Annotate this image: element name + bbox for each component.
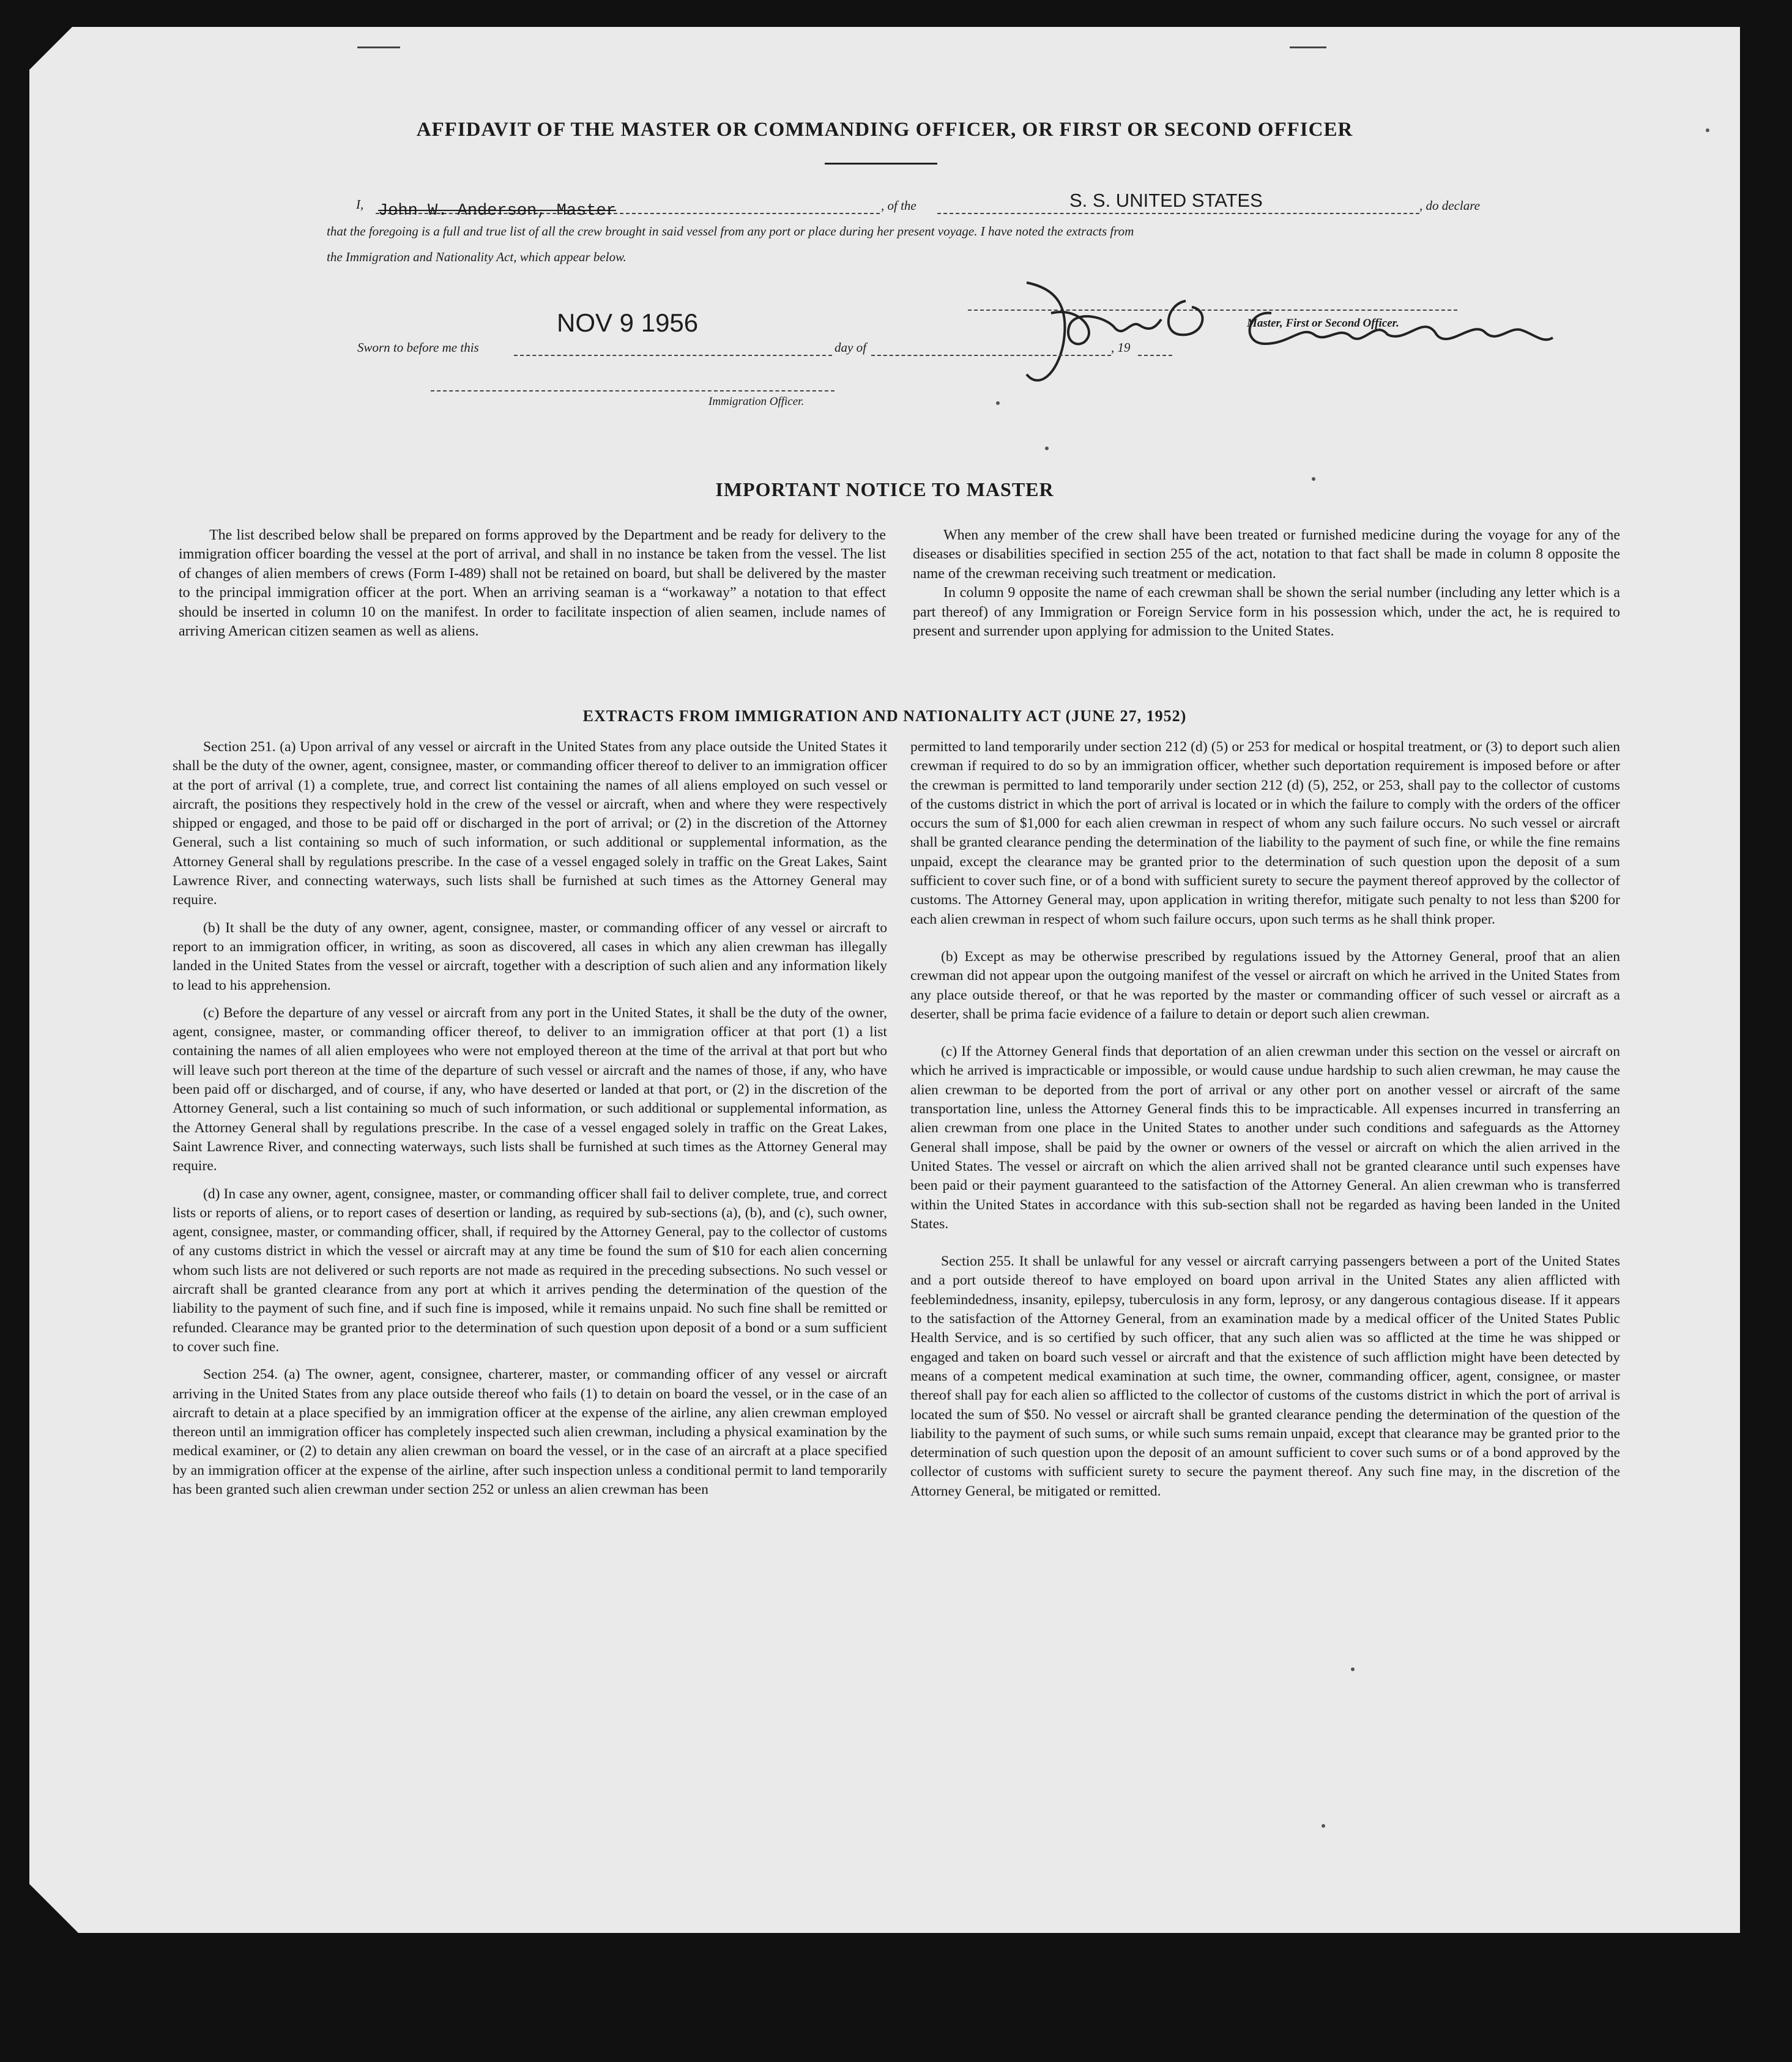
section-251c: (c) Before the departure of any vessel or aircraft from any port in the United States, it shall be the duty of the owner, agent, consignee, master, or commanding officer thereof, to deliver to an immigration officer at that port (1) a list containing the names of all alien employees who were not employed thereon at the time of the arrival at that port but who will leave such port thereon at the time of the departure of such vessel or aircraft and the names of those, if any, who have been paid off or discharged, and of course, if any, who have deserted or landed at that port, or (2) in the discretion of the Attorney General, such a list containing so much of such information, or such additional or supplemental information, as the Attorney General shall by regulations prescribe. In the case of a vessel engaged solely in traffic on the Great Lakes, Saint Lawrence River, and connecting waterways, such lists shall be furnished at such times as the Attorney General may require. [173,1004,887,1174]
extracts-title: EXTRACTS FROM IMMIGRATION AND NATIONALITY ACT (JUNE 27, 1952) [582,707,1187,725]
notice-left-paragraph: The list described below shall be prepared on forms approved by the Department and be ready for delivery to the immigration officer boarding the vessel at the port of arrival, and shall in no instance be taken from the vessel. The list of changes of alien members of crews (Form I-489) shall not be retained on board, but shall be delivered by the master to the principal immigration officer at the port. When an arriving seaman is a “workaway” a notation to that effect should be inserted in column 10 on the manifest. In order to facilitate inspection of alien seamen, include names of arriving American citizen seamen as well as aliens. [179,527,886,640]
notice-right-paragraph-1: When any member of the crew shall have been treated or furnished medicine during the voyage for any of the diseases or disabilities specified in section 255 of the act, notation to that fact shall be made in column 8 opposite the name of the crewman receiving such treatment or medication. [913,527,1620,582]
day-of-label: day of [835,340,866,355]
scan-speck [1351,1667,1355,1671]
extracts-right-column [910,738,1620,1510]
declaration-line-2: the Immigration and Nationality Act, which appear below. [327,250,626,264]
section-251a: Section 251. (a) Upon arrival of any vessel or aircraft in the United States from any place outside the United States it shall be the duty of the owner, agent, consignee, master, or commanding officer thereof to deliver to an immigration officer at the port of arrival (1) a complete, true, and correct list containing the names of all aliens employed on such vessel or aircraft, the positions they respectively hold in the crew of the vessel or aircraft, when and where they were respectively shipped or engaged, and those to be paid off or discharged in the port of arrival; or (2) in the discretion of the Attorney General, such a list containing so much of such information, or such additional or supplemental information, as the Attorney General shall by regulations prescribe. In the case of a vessel engaged solely in traffic on the Great Lakes, Saint Lawrence River, and connecting waterways, such lists shall be furnished at such times as the Attorney General may require. [173,739,887,908]
vessel-name-line [937,213,1419,214]
i-label: I, [356,197,364,212]
scan-speck [1312,477,1315,481]
sworn-label: Sworn to before me this [357,340,479,355]
sworn-day-line [514,355,832,356]
year-prefix: , 19 [1111,340,1131,355]
section-251b: (b) It shall be the duty of any owner, agent, consignee, master, or commanding officer of any vessel or aircraft to report to an immigration officer, in writing, as soon as discovered, all cases in which any alien crewman has illegally landed in the United States from the vessel or aircraft, together with a description of such alien and any information likely to lead to his apprehension. [173,919,887,993]
scan-speck [1706,128,1709,132]
signer-caption: Master, First or Second Officer. [1247,317,1399,330]
scan-mark [357,46,400,48]
section-255: Section 255. It shall be unlawful for any vessel or aircraft carrying passengers between a port of the United States and a port outside thereof to have employed on board upon arrival in the United States any alien afflicted with feeblemindedness, insanity, epilepsy, tuberculosis in any form, leprosy, or any dangerous contagious disease. If it appears to the satisfaction of the Attorney General, from an examination made by a medical officer of the United States Public Health Service, and is so certified by such officer, that any such alien was so afflicted at the time he was shipped or engaged and taken on board such vessel or aircraft and that the existence of such affliction might have been detected by means of a competent medical examination at such time, the owner, commanding officer, agent, consignee, or master thereof shall pay for each alien so afflicted to the collector of customs of the customs district in which the port of arrival is located the sum of $50. No vessel or aircraft shall be granted clearance pending the determination of the question of the liability to the payment of such sums, or while such sums remain unpaid, except that clearance may be granted prior to the determination of such question upon the deposit of an amount sufficient to cover such sums or of a bond approved by the collector of customs with sufficient surety to secure the payment thereof. Any such fine may, in the discretion of the Attorney General, be mitigated or remitted. [910,1253,1620,1499]
officer-signature-line [431,390,835,391]
of-the-label: , of the [881,198,916,213]
officer-caption: Immigration Officer. [708,395,805,408]
vessel-name-value: S. S. UNITED STATES [1069,190,1263,211]
declaration-line-1: that the foregoing is a full and true list of all the crew brought in said vessel from any port or place during her present voyage. I have noted the extracts from [327,224,1134,239]
date-stamp: NOV 9 1956 [557,308,699,337]
section-254a: Section 254. (a) The owner, agent, consignee, charterer, master, or commanding officer of any vessel or aircraft arriving in the United States from any place outside thereof who fails (1) to detain on board the vessel, or in the case of an aircraft to detain at a place specified by an immigration officer at the expense of the airline, any alien crewman employed thereon until an immigration officer has completely inspected such alien crewman, including a physical examination by the medical examiner, or (2) to detain any alien crewman on board the vessel, or in the case of an aircraft at a place specified by an immigration officer at the expense of the airline, after such inspection unless a conditional permit to land temporarily has been granted such alien crewman under section 252 or unless an alien crewman has been [173,1367,887,1497]
folded-corner [29,27,72,70]
scan-speck [996,401,1000,405]
extracts-left-column [173,738,887,1508]
scan-speck [1045,447,1049,450]
notice-right-paragraph-2: In column 9 opposite the name of each crewman shall be shown the serial number (including any letter which is a part thereof) of any Immigration or Foreign Service form in his possession which, under the act, he is required to present and surrender upon applying for admission to the United States. [913,585,1620,640]
section-254a-continued: permitted to land temporarily under section 212 (d) (5) or 253 for medical or hospital treatment, or (3) to deport such alien crewman if required to do so by an immigration officer, whether such deportation requirement is imposed before or after the crewman is permitted to land temporarily under section 212 (d) (5), 252, or 253, shall pay to the collector of customs of the customs district in which the port of arrival is located or in which the failure to comply with the orders of the officer occurs the sum of $1,000 for each alien crewman in respect of whom any such failure occurs. No such vessel or aircraft shall be granted clearance pending the determination of the liability to the payment of such fine, or while the fine remains unpaid, except the clearance may be granted prior to the determination of such question upon the deposit of a sum sufficient to cover such fine, or of a bond with sufficient surety to secure the payment thereof approved by the collector of customs. The Attorney General may, upon application in writing therefor, mitigate such penalty to not less than $200 for each alien crewman in respect of whom such failure occurs, upon such terms as he shall think proper. [910,739,1620,927]
scan-mark [1290,46,1326,48]
document-page [29,27,1740,1933]
section-254c: (c) If the Attorney General finds that deportation of an alien crewman under this section on the vessel or aircraft on which he arrived is impracticable or impossible, or would cause undue hardship to such alien crewman, he may cause the alien crewman to be deported from the port of arrival or any other port on another vessel or aircraft of the same transportation line, unless the Attorney General finds this to be impracticable. All expenses incurred in transferring an alien crewman from one place in the United States to another under such conditions and safeguards as the Attorney General shall impose, shall be paid by the owner or owners of the vessel or aircraft on which the alien arrived in the United States. The vessel or aircraft on which the alien arrived shall not be granted clearance until such expenses have been paid or their payment guaranteed to the satisfaction of the Attorney General. An alien crewman who is transferred within the United States in accordance with this sub-section shall not be regarded as having been landed in the United States. [910,1044,1620,1232]
affidavit-title: AFFIDAVIT OF THE MASTER OR COMMANDING OFFICER, OR FIRST OR SECOND OFFICER [416,119,1353,141]
notice-right-column [913,526,1620,641]
notice-title: IMPORTANT NOTICE TO MASTER [715,478,1054,500]
title-rule [825,163,937,165]
sworn-month-line [871,355,1111,356]
year-line [1138,355,1172,356]
section-254b: (b) Except as may be otherwise prescribed by regulations issued by the Attorney General, proof that an alien crewman did not appear upon the outgoing manifest of the vessel or aircraft on which he arrived in the United States from any place outside thereof, or that he was reported by the master or commanding officer of such vessel or aircraft as a deserter, shall be prima facie evidence of a failure to detain or deport such alien crewman. [910,948,1620,1022]
notice-left-column [179,526,886,641]
section-251d: (d) In case any owner, agent, consignee, master, or commanding officer shall fail to deliver complete, true, and correct lists or reports of aliens, or to report cases of desertion or landing, as required by sub-sections (a), (b), and (c), such owner, agent, consignee, master, or commanding officer, shall, if required by the Attorney General, pay to the collector of customs of any customs district in which the vessel or aircraft may at any time be found the sum of $10 for each alien concerning whom such lists are not delivered or such reports are not made as required in the preceding subsections. No such vessel or aircraft shall be granted clearance from any port at which it arrives pending the determination of the question of the liability to the payment of such fine, and if such fine is imposed, while it remains unpaid. No such fine shall be remitted or refunded. Clearance may be granted prior to the determination of such question upon deposit of a bond or a sum sufficient to cover such fine. [173,1185,887,1355]
master-name-value: John W. Anderson, Master [378,202,616,220]
clipped-corner [29,1884,78,1933]
scan-speck [1322,1824,1325,1828]
do-declare-label: , do declare [1419,198,1480,213]
